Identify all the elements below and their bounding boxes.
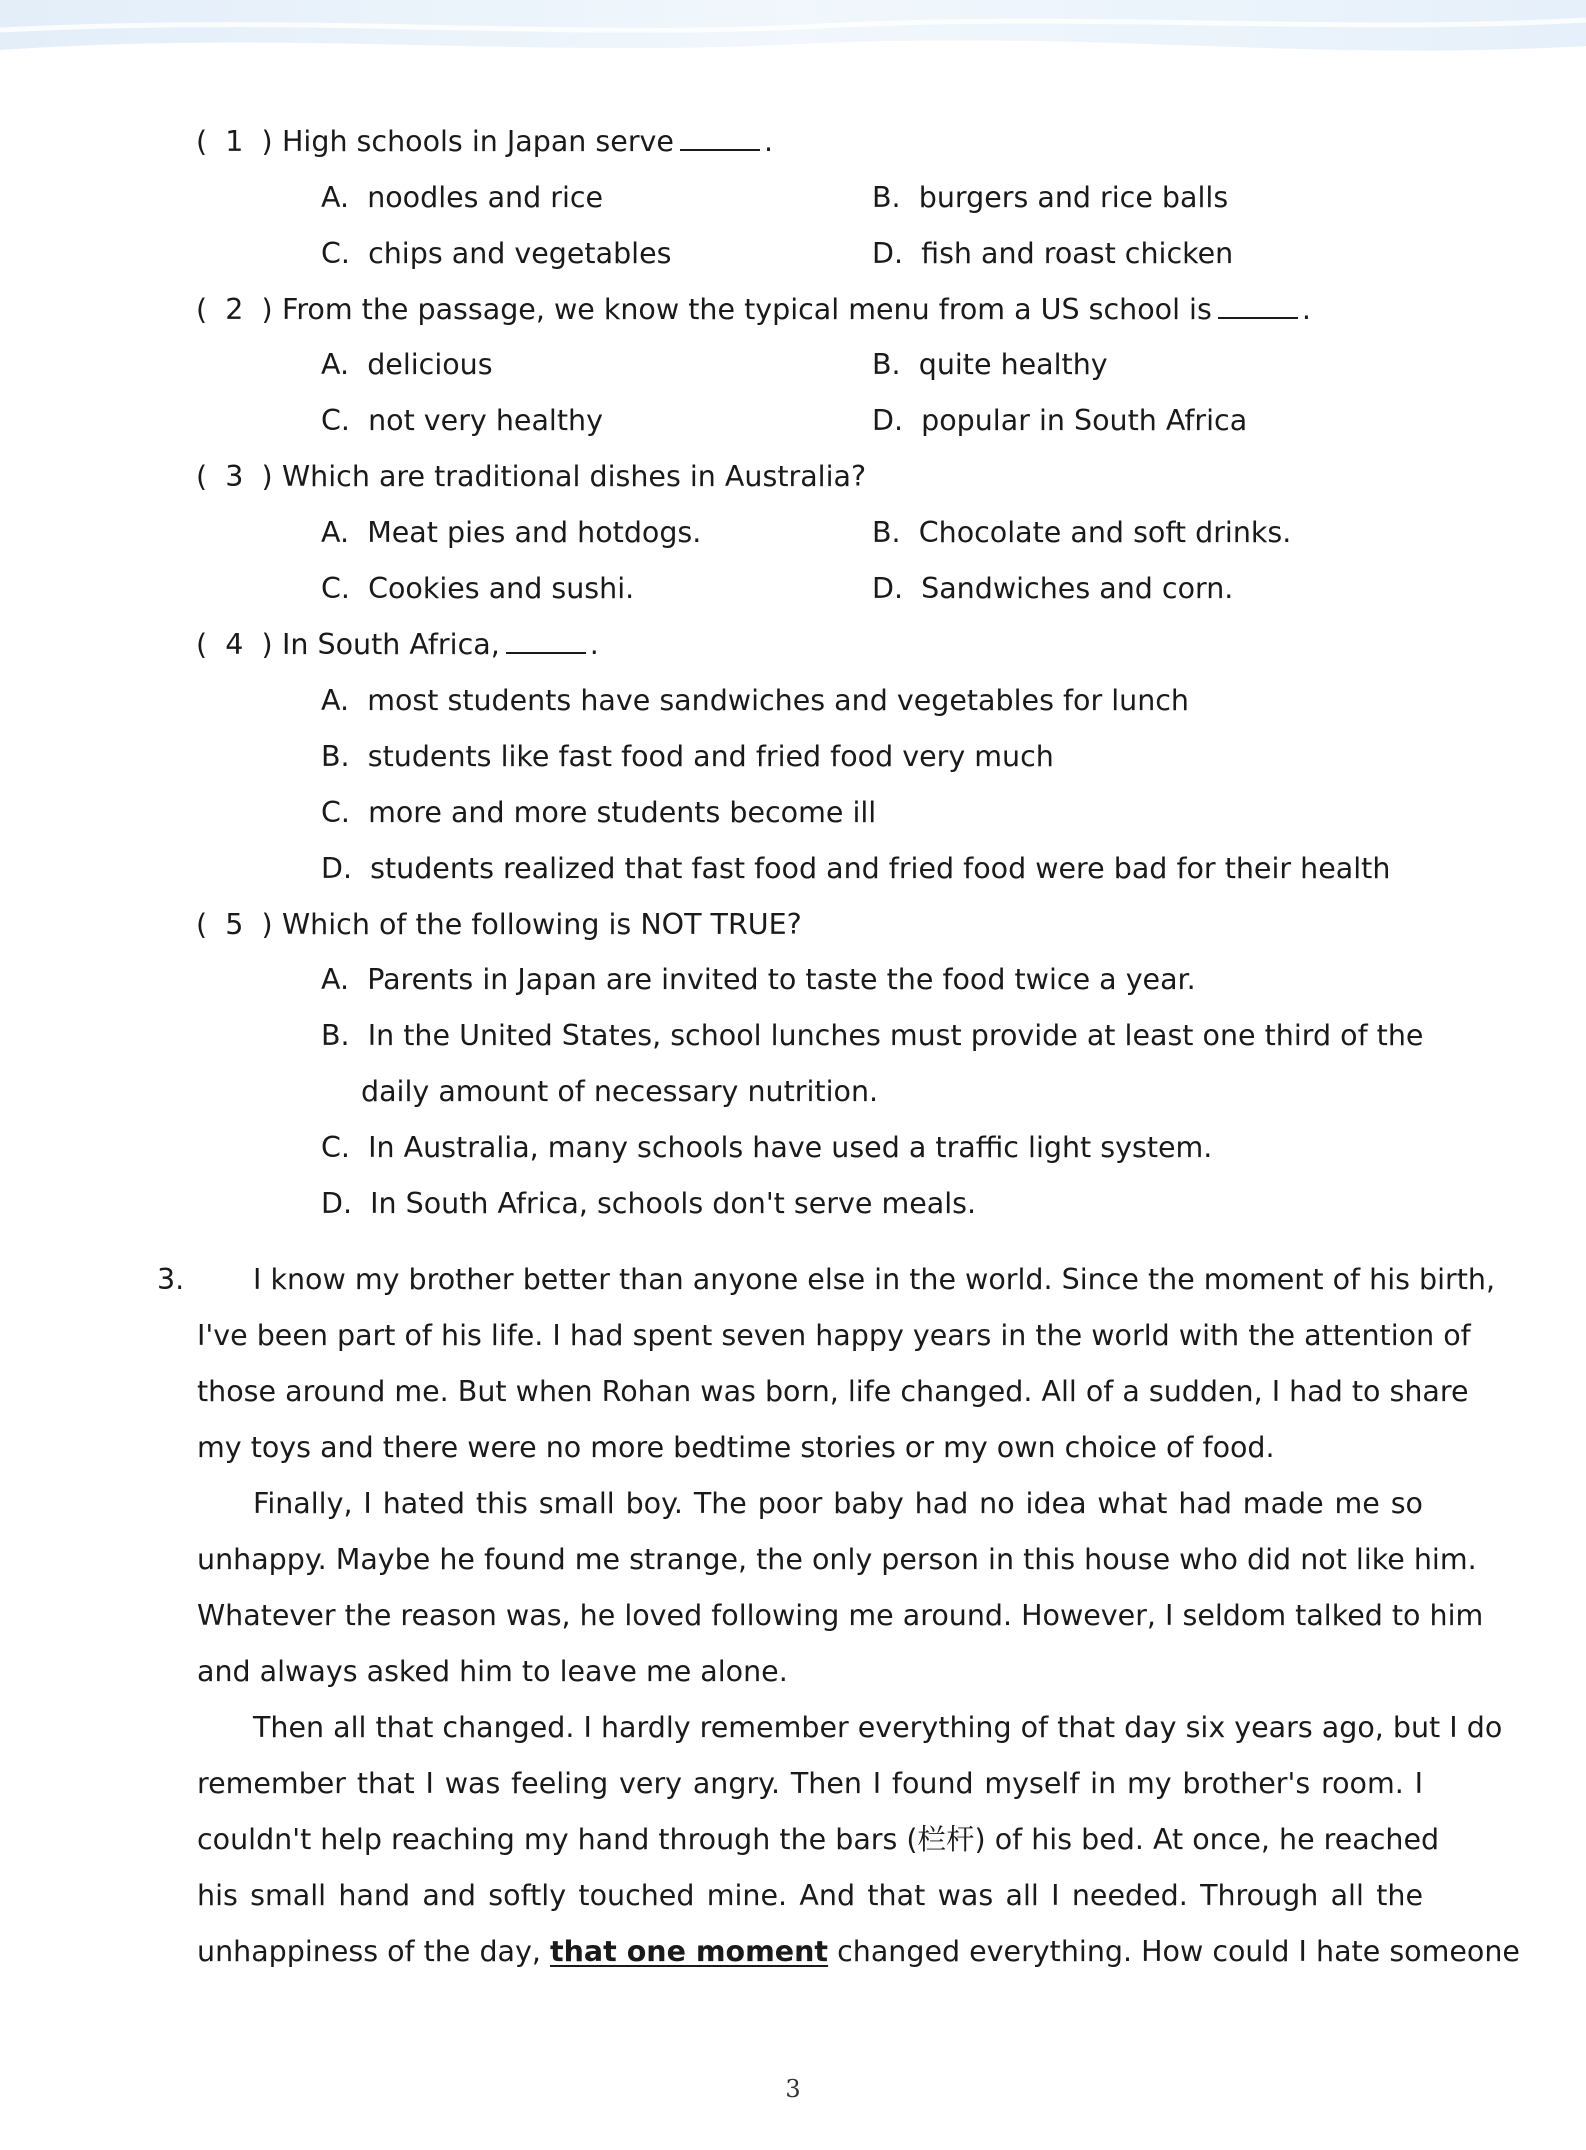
answer-paren: ( 2 ) — [196, 293, 273, 326]
option-b-continued: daily amount of necessary nutrition. — [361, 1075, 879, 1108]
answer-blank — [506, 618, 586, 654]
question-stem: In South Africa, — [282, 628, 500, 661]
option-b: B. burgers and rice balls — [872, 181, 1229, 214]
option-b: B. students like fast food and fried food very much — [321, 740, 1054, 773]
question-1: ( 1 ) High schools in Japan serve . — [196, 114, 773, 170]
answer-blank — [680, 115, 760, 151]
passage-line: those around me. But when Rohan was born, life changed. All of a sudden, I had to share — [197, 1375, 1469, 1408]
answer-blank — [1218, 283, 1298, 319]
option-c: C. not very healthy — [321, 404, 603, 437]
option-b: B. Chocolate and soft drinks. — [872, 516, 1292, 549]
question-stem: Which of the following is NOT TRUE? — [282, 908, 802, 941]
answer-paren: ( 4 ) — [196, 628, 273, 661]
question-2: ( 2 ) From the passage, we know the typical menu from a US school is . — [196, 282, 1311, 338]
option-a: A. noodles and rice — [321, 181, 604, 214]
passage-line: I know my brother better than anyone else in the world. Since the moment of his birth, — [253, 1263, 1496, 1296]
option-d: D. Sandwiches and corn. — [872, 572, 1234, 605]
passage-line: I've been part of his life. I had spent seven happy years in the world with the attention of — [197, 1319, 1471, 1352]
passage-line: my toys and there were no more bedtime stories or my own choice of food. — [197, 1431, 1275, 1464]
answer-paren: ( 5 ) — [196, 908, 273, 941]
option-c: C. chips and vegetables — [321, 237, 672, 270]
passage-number: 3. — [157, 1263, 185, 1296]
question-3 — [196, 449, 866, 505]
passage-line: his small hand and softly touched mine. And that was all I needed. Through all the — [197, 1879, 1423, 1912]
option-b: B. quite healthy — [872, 348, 1108, 381]
emphasized-phrase: that one moment — [550, 1935, 829, 1968]
passage-line: and always asked him to leave me alone. — [197, 1655, 788, 1688]
option-c: C. more and more students become ill — [321, 796, 877, 829]
option-c: C. In Australia, many schools have used a traffic light system. — [321, 1131, 1213, 1164]
option-d: D. popular in South Africa — [872, 404, 1248, 437]
option-a: A. Parents in Japan are invited to taste the food twice a year. — [321, 963, 1196, 996]
answer-paren: ( 1 ) — [196, 125, 273, 158]
question-stem: From the passage, we know the typical menu from a US school is — [282, 293, 1212, 326]
option-a: A. delicious — [321, 348, 493, 381]
passage-line: unhappy. Maybe he found me strange, the only person in this house who did not like him. — [197, 1543, 1477, 1576]
question-5 — [196, 897, 802, 953]
passage-line: remember that I was feeling very angry. Then I found myself in my brother's room. I — [197, 1767, 1423, 1800]
question-4: ( 4 ) In South Africa, . — [196, 617, 599, 673]
passage-line-with-emphasis: unhappiness of the day, that one moment changed everything. How could I hate someone — [197, 1935, 1520, 1968]
option-d: D. students realized that fast food and fried food were bad for their health — [321, 852, 1391, 885]
answer-paren: ( 3 ) — [196, 460, 273, 493]
passage-line: couldn't help reaching my hand through the bars (栏杆) of his bed. At once, he reached — [197, 1823, 1440, 1856]
question-stem: Which are traditional dishes in Australia? — [282, 460, 867, 493]
question-stem: High schools in Japan serve — [282, 125, 674, 158]
option-d: D. In South Africa, schools don't serve meals. — [321, 1187, 977, 1220]
option-b: B. In the United States, school lunches must provide at least one third of the — [321, 1019, 1424, 1052]
option-a: A. Meat pies and hotdogs. — [321, 516, 702, 549]
passage-line: Finally, I hated this small boy. The poor baby had no idea what had made me so — [253, 1487, 1423, 1520]
option-d: D. fish and roast chicken — [872, 237, 1234, 270]
decorative-header-band — [0, 0, 1586, 78]
option-a: A. most students have sandwiches and vegetables for lunch — [321, 684, 1189, 717]
passage-line: Whatever the reason was, he loved following me around. However, I seldom talked to him — [197, 1599, 1484, 1632]
option-c: C. Cookies and sushi. — [321, 572, 635, 605]
page-number: 3 — [785, 2075, 801, 2103]
passage-line: Then all that changed. I hardly remember everything of that day six years ago, but I do — [253, 1711, 1503, 1744]
